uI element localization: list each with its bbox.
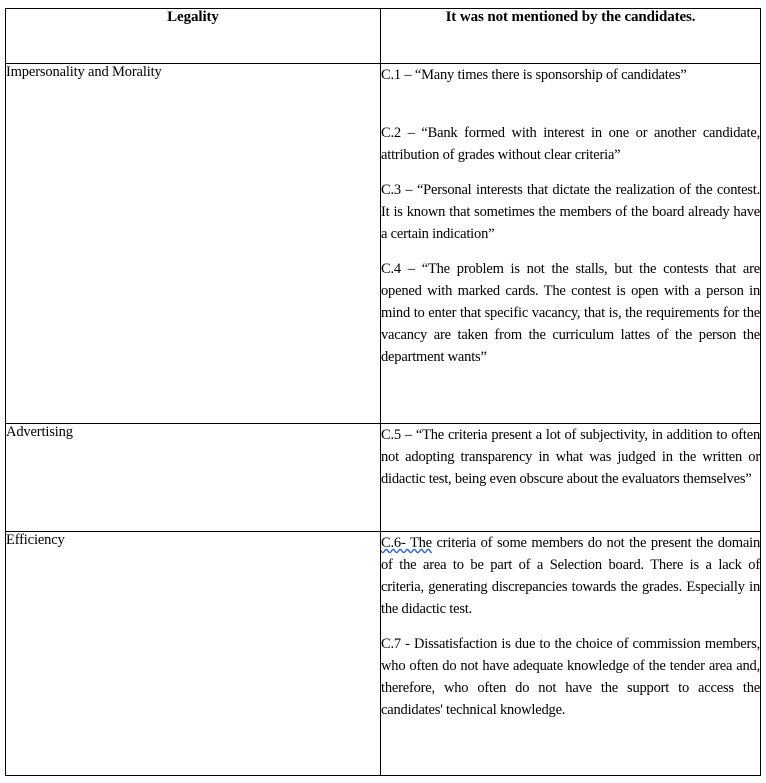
table-header <box>6 9 761 64</box>
quote-c4: C.4 – “The problem is not the stalls, but the contests that are opened with marked cards. The contest is open with a person in mind to enter that specific vacancy, that is, the requirements for the vacancy are taken from the curriculum lattes of the person the department wants” <box>381 261 760 366</box>
quote-c1: C.1 – “Many times there is sponsorship of candidates” <box>381 67 687 83</box>
quotes-cell-impersonality-and-morality <box>381 64 761 424</box>
quote-c2: C.2 – “Bank formed with interest in one or another candidate, attribution of grades without clear criteria” <box>381 125 760 164</box>
header-cell-not-mentioned: It was not mentioned by the candidates. <box>381 9 761 64</box>
quotes-cell-efficiency <box>381 532 761 776</box>
quote-c5: C.5 – “The criteria present a lot of subjectivity, in addition to often not adopting transparency in what was judged in the written or didactic test, being even obscure about the evaluators themselves” <box>381 427 760 488</box>
spellcheck-marked-text: C.6- The <box>381 535 432 551</box>
category-cell-advertising: Advertising <box>6 424 381 532</box>
category-cell-impersonality-and-morality: Impersonality and Morality <box>6 64 381 424</box>
table-row <box>6 532 761 776</box>
table-row <box>6 424 761 532</box>
quote-c7: C.7 - Dissatisfaction is due to the choice of commission members, who often do not have adequate knowledge of the tender area and, therefore, who often do not have the support to access the candidates' technical knowledge. <box>381 636 760 719</box>
category-cell-efficiency: Efficiency <box>6 532 381 776</box>
quote-c3: C.3 – “Personal interests that dictate the realization of the contest. It is known that sometimes the members of the board already have a certain indication” <box>381 182 760 243</box>
legality-candidates-table <box>5 8 761 776</box>
quote-c6-rest: criteria of some members do not the present the domain of the area to be part of a Selection board. There is a lack of criteria, generating discrepancies towards the grades. Especially in the didactic test. <box>381 535 760 618</box>
table-container <box>5 8 760 776</box>
header-row <box>6 9 761 64</box>
table-body <box>6 64 761 776</box>
quotes-cell-advertising <box>381 424 761 532</box>
table-row <box>6 64 761 424</box>
header-cell-legality: Legality <box>6 9 381 64</box>
quote-c6 <box>381 532 760 620</box>
